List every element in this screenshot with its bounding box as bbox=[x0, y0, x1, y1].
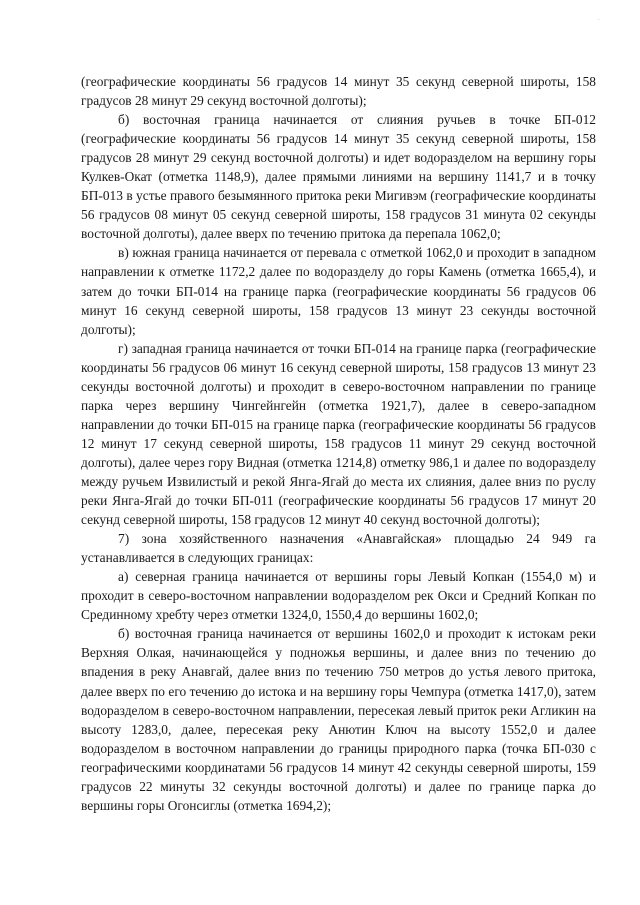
paragraph-zone-anavgai: 7) зона хозяйственного назначения «Анавгайская» площадью 24 949 га устанавливается в следующих границах: bbox=[81, 531, 596, 566]
paragraph-south-boundary: в) южная граница начинается от перевала с отметкой 1062,0 и проходит в западном направлении к отметке 1172,2 далее по водоразделу до горы Камень (отметка 1665,4), и затем до точки БП-014 на границе парка (географические координаты 56 градусов 06 минут 16 секунд северной широты, 158 градусов 13 минут 23 секунды восточной долготы); bbox=[81, 245, 596, 337]
paragraph-east-boundary-2: б) восточная граница начинается от вершины 1602,0 и проходит к истокам реки Верхняя Олкая, начинающейся у подножья вершины, и далее вниз по течению до впадения в реку Анавгай, далее вниз по течению 750 метров до устья левого притока, далее вверх по его течению до истока и на вершину горы Чемпура (отметка 1417,0), затем водоразделом в северо-восточном направлении, пересекая левый приток реки Агликин на высоту 1283,0, далее, пересекая реку Анютин Ключ на высоту 1552,0 и далее водоразделом в восточном направлении до границы природного парка (точка БП-030 с географическими координатами 56 градусов 14 минут 42 секунды северной широты, 159 градусов 22 минуты 32 секунды восточной долготы) и далее по границе парка до вершины горы Огонсиглы (отметка 1694,2); bbox=[81, 626, 596, 813]
paragraph-east-boundary: б) восточная граница начинается от слияния ручьев в точке БП-012 (географические координаты 56 градусов 14 минут 35 секунд северной широты, 158 градусов 28 минут 29 секунд восточной долготы) и идет водоразделом на вершину горы Кулкев-Окат (отметка 1148,9), далее прямыми линиями на вершину 1141,7 и в точку БП-013 в устье правого безымянного притока реки Мигивэм (географические координаты 56 градусов 08 минут 05 секунд северной широты, 158 градусов 31 минута 02 секунды восточной долготы), далее вверх по течению притока да перепала 1062,0; bbox=[81, 112, 596, 242]
paragraph-continuation: (географические координаты 56 градусов 14 минут 35 секунд северной широты, 158 градусов 28 минут 29 секунд восточной долготы); bbox=[81, 74, 596, 109]
document-body bbox=[81, 72, 596, 815]
paragraph-west-boundary: г) западная граница начинается от точки БП-014 на границе парка (географические координаты 56 градусов 06 минут 16 секунд северной широты, 158 градусов 13 минут 23 секунды восточной долготы) и проходит в северо-восточном направлении по границе парка через вершину Чингейнгейн (отметка 1921,7), далее в северо-западном направлении до точки БП-015 на границе парка (географические координаты 56 градусов 12 минут 17 секунд северной широты, 158 градусов 11 минут 29 секунд восточной долготы), далее через гору Видная (отметка 1214,8) отметку 986,1 и далее по водоразделу между ручьем Извилистый и рекой Янга-Ягай до места их слияния, далее вниз по руслу реки Янга-Ягай до точки БП-011 (географические координаты 56 градусов 17 минут 20 секунд северной широты, 158 градусов 12 минут 40 секунд восточной долготы); bbox=[81, 340, 596, 528]
page-corner-mark: · bbox=[597, 16, 600, 24]
paragraph-north-boundary: а) северная граница начинается от вершины горы Левый Копкан (1554,0 м) и проходит в северо-восточном направлении водоразделом рек Окси и Средний Копкан по Срединному хребту через отметки 1324,0, 1550,4 до вершины 1602,0; bbox=[81, 569, 596, 623]
